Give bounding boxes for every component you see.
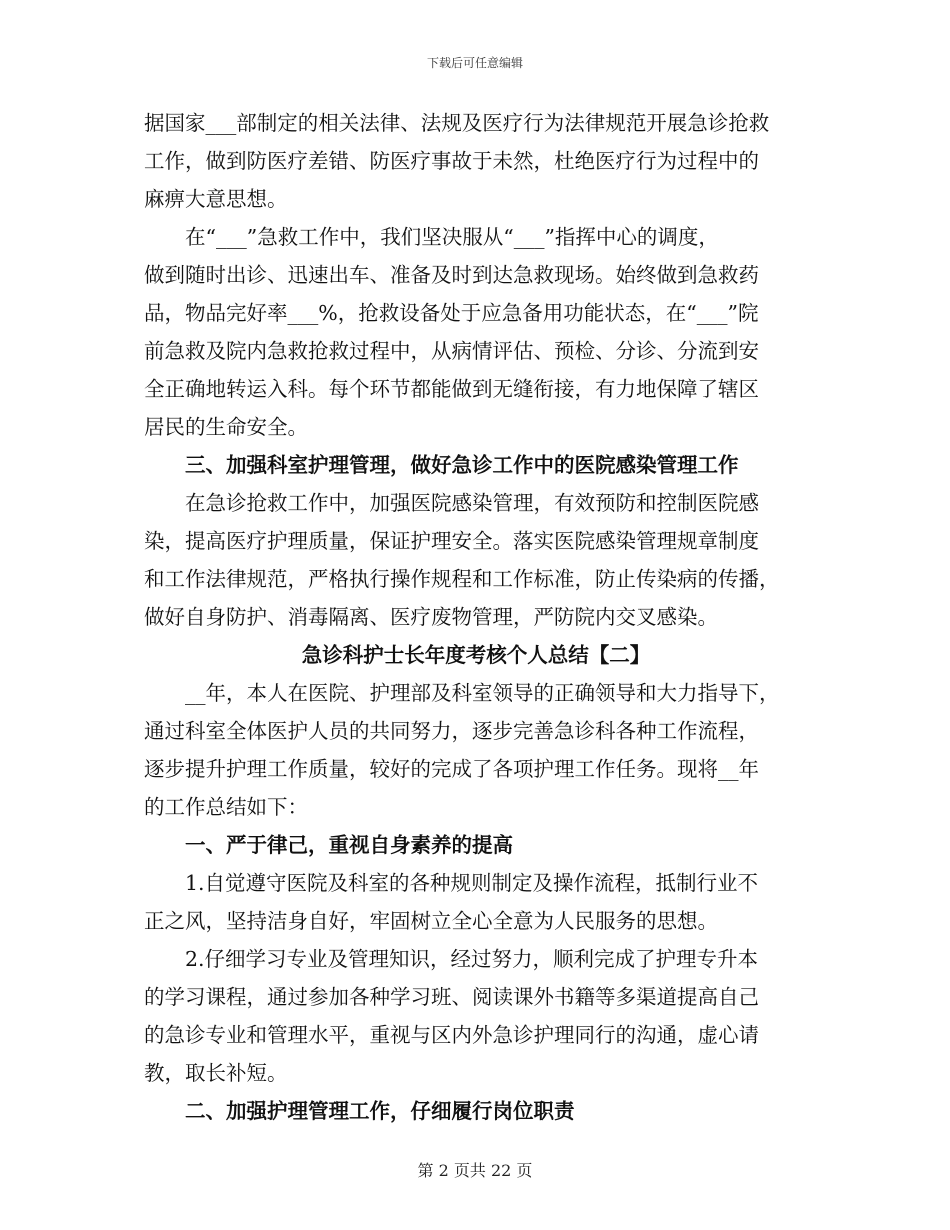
section-heading-infection-control: 三、加强科室护理管理，做好急诊工作中的医院感染管理工作 [185, 453, 739, 477]
paragraph-annual-intro [144, 674, 808, 826]
text-line: 在急诊抢救工作中，加强医院感染管理，有效预防和控制医院感 [185, 491, 759, 515]
document-body [144, 104, 808, 1130]
text-line: 做到随时出诊、迅速出车、准备及时到达急救现场。始终做到急救药 [144, 263, 759, 287]
text-line: 在“___”急救工作中，我们坚决服从“___”指挥中心的调度， [185, 225, 719, 249]
text-line: __年，本人在医院、护理部及科室领导的正确领导和大力指导下， [185, 681, 780, 705]
text-line: 正之风，坚持洁身自好，牢固树立全心全意为人民服务的思想。 [144, 909, 718, 933]
section-heading-self-discipline: 一、严于律己，重视自身素养的提高 [185, 833, 513, 857]
paragraph-legal-basis [144, 104, 808, 218]
text-line: 1.自觉遵守医院及科室的各种规则制定及操作流程，抵制行业不 [185, 871, 759, 895]
text-line: 全正确地转运入科。每个环节都能做到无缝衔接，有力地保障了辖区 [144, 377, 759, 401]
text-line: 染，提高医疗护理质量，保证护理安全。落实医院感染管理规章制度 [144, 529, 759, 553]
text-line: 2.仔细学习专业及管理知识，经过努力，顺利完成了护理专升本 [185, 947, 759, 971]
text-line: 居民的生命安全。 [144, 415, 308, 439]
text-line: 的工作总结如下： [144, 795, 308, 819]
text-line: 麻痹大意思想。 [144, 187, 288, 211]
text-line: 和工作法律规范，严格执行操作规程和工作标准，防止传染病的传播， [144, 567, 780, 591]
paragraph-infection-control [144, 484, 808, 636]
text-line: 做好自身防护、消毒隔离、医疗废物管理，严防院内交叉感染。 [144, 605, 718, 629]
text-line: 逐步提升护理工作质量，较好的完成了各项护理工作任务。现将__年 [144, 757, 759, 781]
text-line: 通过科室全体医护人员的共同努力，逐步完善急诊科各种工作流程， [144, 719, 759, 743]
list-item-study [144, 940, 808, 1092]
text-line: 前急救及院内急救抢救过程中，从病情评估、预检、分诊、分流到安 [144, 339, 759, 363]
section-heading-management: 二、加强护理管理工作，仔细履行岗位职责 [185, 1099, 575, 1123]
document-section-title: 急诊科护士长年度考核个人总结【二】 [301, 643, 651, 667]
text-line: 工作，做到防医疗差错、防医疗事故于未然，杜绝医疗行为过程中的 [144, 149, 759, 173]
text-line: 教，取长补短。 [144, 1061, 288, 1085]
paragraph-emergency-dispatch [144, 218, 808, 446]
text-line: 的学习课程，通过参加各种学习班、阅读课外书籍等多渠道提高自己 [144, 985, 759, 1009]
text-line: 品，物品完好率___%，抢救设备处于应急备用功能状态，在“___”院 [144, 301, 759, 325]
list-item-rules [144, 864, 808, 940]
text-line: 的急诊专业和管理水平，重视与区内外急诊护理同行的沟通，虚心请 [144, 1023, 759, 1047]
page-number: 第 2 页共 22 页 [417, 1161, 533, 1180]
page-header-note: 下载后可任意编辑 [426, 56, 523, 70]
text-line: 据国家___部制定的相关法律、法规及医疗行为法律规范开展急诊抢救 [144, 111, 770, 135]
